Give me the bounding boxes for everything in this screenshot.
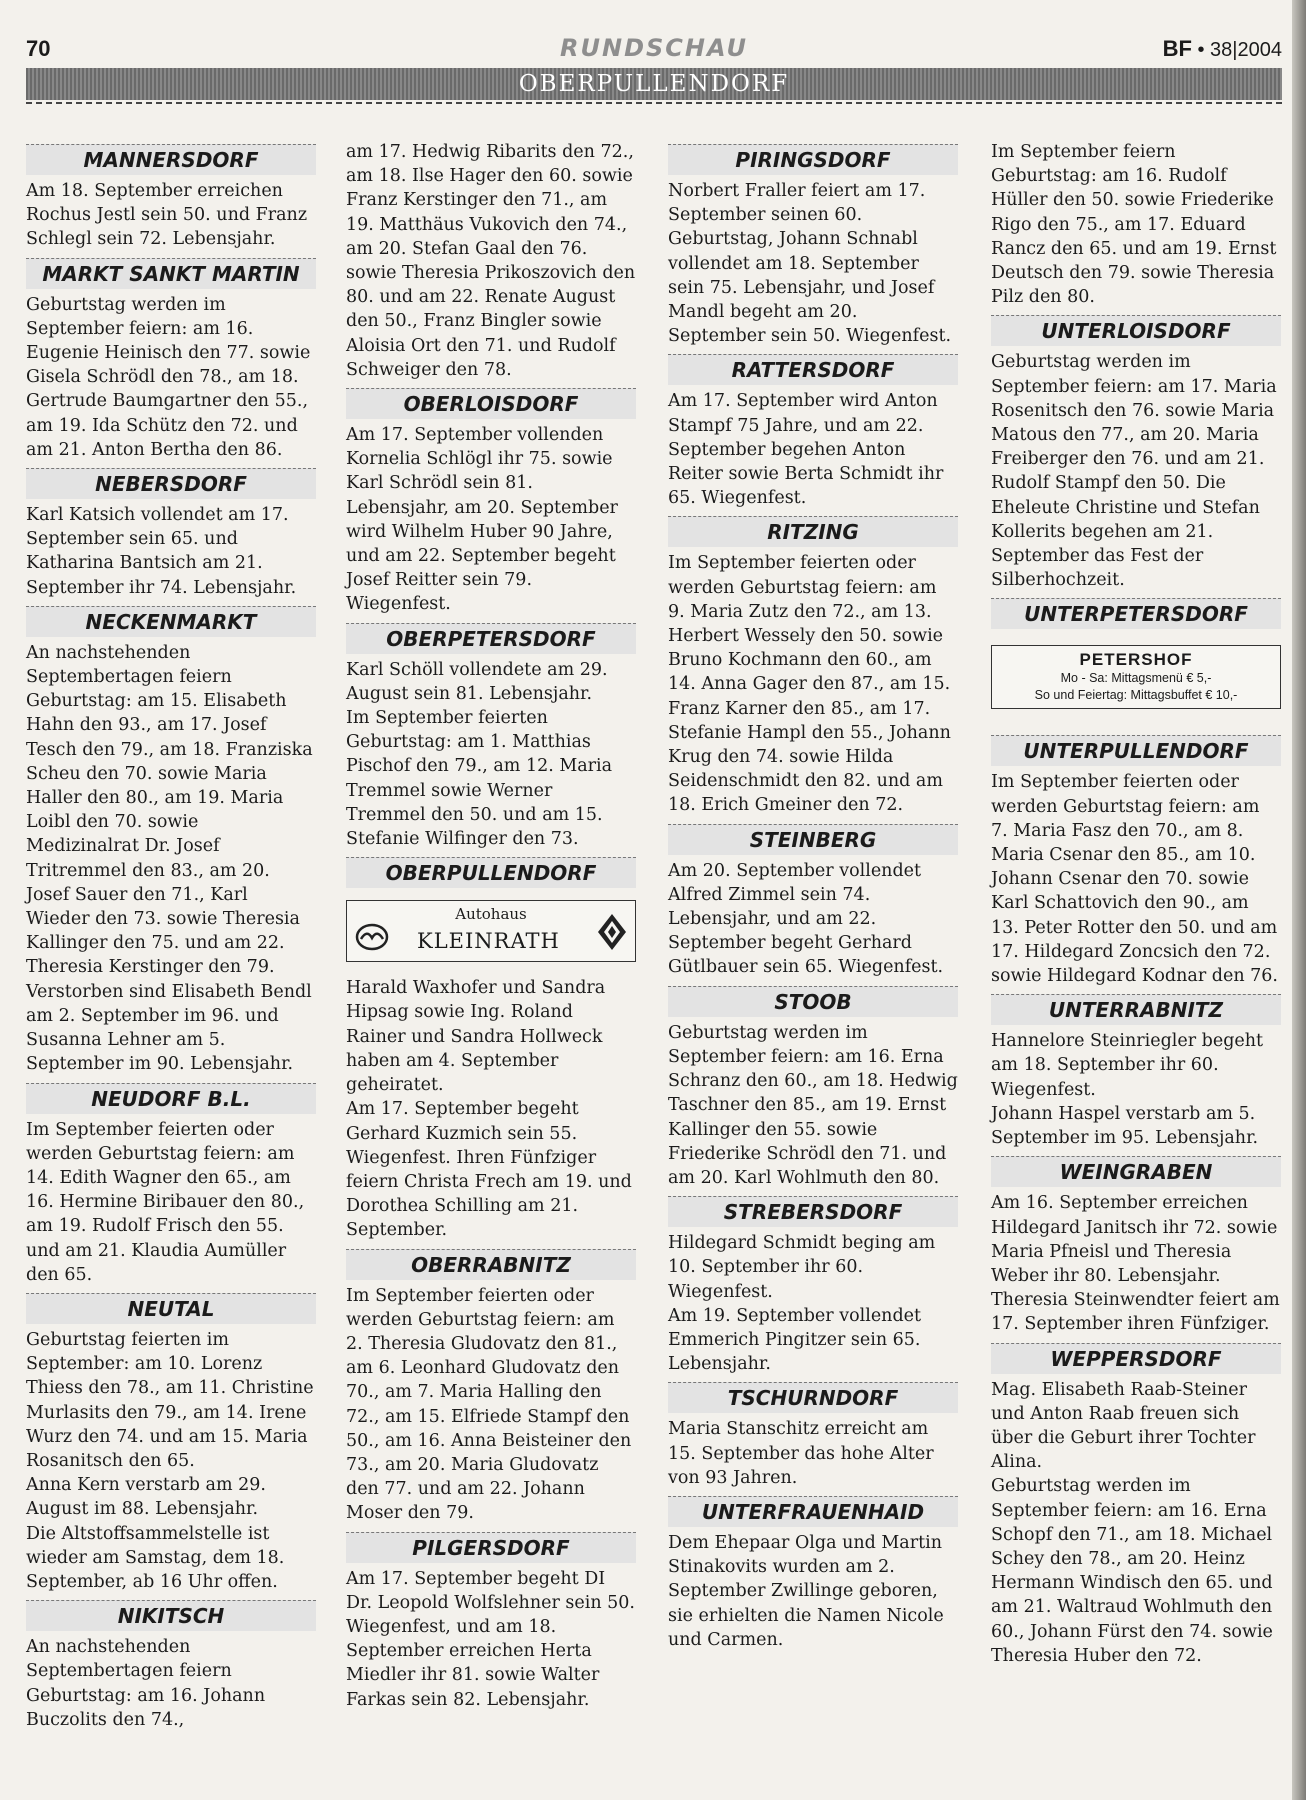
- petershof-ad: [991, 645, 1281, 709]
- article-paragraph: Norbert Fraller feiert am 17. September seinen 60. Geburtstag, Johann Schnabl vollendet am 18. September sein 75. Lebensjahr, und Josef Mandl begeht am 20. September sein 50. Wiegenfest.: [668, 181, 952, 347]
- petershof-line-1: Mo - Sa: Mittagsmenü € 5,-: [1060, 671, 1212, 686]
- heading-pilgersdorf: PILGERSDORF: [346, 1532, 636, 1563]
- article-paragraph: Karl Katsich vollendet am 17. September sein 65. und Katharina Bantsich am 21. September ihr 74. Lebensjahr.: [26, 505, 297, 598]
- heading-neutal: NEUTAL: [26, 1293, 316, 1324]
- heading-neckenmarkt: NECKENMARKT: [26, 606, 316, 637]
- column-4: [991, 140, 1281, 1668]
- autohaus-ad: [346, 900, 636, 962]
- autohaus-name: KLEINRATH: [417, 929, 560, 954]
- section-title: RUNDSCHAU: [560, 34, 748, 62]
- article-paragraph: Im September feierten oder werden Geburtstag feiern: am 2. Theresia Gludovatz den 81., am 6. Leonhard Gludovatz den 70., am 7. Maria Halling den 72., am 15. Elfriede Stampf den 50., am 16. Anna Beisteiner den 73., am 20. Maria Gludovatz den 77. und am 22. Johann Moser den 79.: [346, 1285, 632, 1524]
- article-paragraph: Maria Stanschitz erreicht am 15. September das hohe Alter von 93 Jahren.: [668, 1419, 934, 1488]
- article-paragraph: Geburtstag werden im September feiern: am 16. Erna Schopf den 71., am 18. Michael Schey den 78., am 20. Heinz Hermann Windisch den 65. und am 21. Waltraud Wohlmuth den 60., Johann Fürst den 74. sowie Theresia Huber den 72.: [991, 1476, 1273, 1666]
- heading-unterrabnitz: UNTERRABNITZ: [991, 994, 1281, 1025]
- article-paragraph: Im September feierten oder werden Geburtstag feiern: am 7. Maria Fasz den 70., am 8. Maria Csenar den 85., am 10. Johann Csenar den 70. sowie Karl Schattovich den 90., am 13. Peter Rotter den 50. und am 17. Hildegard Zoncsich den 72. sowie Hildegard Kodnar den 76.: [991, 772, 1278, 987]
- issue-number: • 38|2004: [1197, 39, 1282, 61]
- region-band: [26, 68, 1282, 100]
- page-spine: [1292, 0, 1306, 1800]
- article-paragraph: Im September feiern Geburtstag: am 16. Rudolf Hüller den 50. sowie Friederike Rigo den 75., am 17. Eduard Rancz den 65. und am 19. Ernst Deutsch den 79. sowie Theresia Pilz den 80.: [991, 142, 1277, 308]
- page-number: 70: [26, 36, 51, 61]
- heading-weppersdorf: WEPPERSDORF: [991, 1343, 1281, 1374]
- heading-nebersdorf: NEBERSDORF: [26, 468, 316, 499]
- heading-unterpullendorf: UNTERPULLENDORF: [991, 735, 1281, 766]
- article-paragraph: Am 17. September wird Anton Stampf 75 Jahre, und am 22. September begehen Anton Reiter sowie Berta Schmidt ihr 65. Wiegenfest.: [668, 391, 944, 509]
- article-paragraph: Am 18. September erreichen Rochus Jestl sein 50. und Franz Schlegl sein 72. Lebensjahr.: [26, 181, 308, 250]
- article-paragraph: Hildegard Schmidt beging am 10. September ihr 60. Wiegenfest.: [668, 1233, 936, 1302]
- article-paragraph: Dem Ehepaar Olga und Martin Stinakovits wurden am 2. September Zwillinge geboren, sie erhielten die Namen Nicole und Carmen.: [668, 1532, 944, 1650]
- heading-mannersdorf: MANNERSDORF: [26, 144, 316, 175]
- article-paragraph: Harald Waxhofer und Sandra Hipsag sowie Ing. Roland Rainer und Sandra Hollweck haben am 4. September geheiratet.: [346, 978, 606, 1096]
- article-paragraph: Geburtstag werden im September feiern: am 17. Maria Rosenitsch den 76. sowie Maria Matous den 77., am 20. Maria Freiberger den 76. und am 21. Rudolf Stampf den 50. Die Eheleute Christine und Stefan Kollerits begehen am 21. September das Fest der Silberhochzeit.: [991, 352, 1277, 591]
- article-paragraph: Im September feierten Geburtstag: am 1. Matthias Pischof den 79., am 12. Maria Tremmel sowie Werner Tremmel den 50. und am 15. Stefanie Wilfinger den 73.: [346, 708, 613, 850]
- article-paragraph: am 17. Hedwig Ribarits den 72., am 18. Ilse Hager den 60. sowie Franz Kerstinger den 71., am 19. Matthäus Vukovich den 74., am 20. Stefan Gaal den 76. sowie Theresia Prikoszovich den 80. und am 22. Renate August den 50., Franz Bingler sowie Aloisia Ort den 71. und Rudolf Schweiger den 78.: [346, 142, 636, 380]
- heading-oberrabnitz: OBERRABNITZ: [346, 1249, 636, 1280]
- article-paragraph: An nachstehenden Septembertagen feiern Geburtstag: am 15. Elisabeth Hahn den 93., am 17. Josef Tesch den 79., am 18. Franziska Scheu den 70. sowie Maria Haller den 80., am 19. Maria Loibl den 70. sowie Medizinalrat Dr. Josef Tritremmel den 83., am 20. Josef Sauer den 71., Karl Wieder den 73. sowie Theresia Kallinger den 75. und am 22. Theresia Kerstinger den 79. Verstorben sind Elisabeth Bendl am 2. September im 96. und Susanna Lehner am 5. September im 90. Lebensjahr.: [26, 642, 313, 1075]
- heading-oberpullendorf: OBERPULLENDORF: [346, 857, 636, 888]
- article-paragraph: Mag. Elisabeth Raab-Steiner und Anton Raab freuen sich über die Geburt ihrer Tochter Alina.: [991, 1379, 1256, 1473]
- heading-tschurndorf: TSCHURNDORF: [668, 1382, 958, 1413]
- region-title: OBERPULLENDORF: [518, 71, 790, 97]
- article-paragraph: Anna Kern verstarb am 29. August im 88. Lebensjahr.: [26, 1475, 266, 1520]
- article-paragraph: Karl Schöll vollendete am 29. August sein 81. Lebensjahr.: [346, 659, 608, 704]
- publication-name: BF: [1162, 36, 1192, 61]
- heading-oberloisdorf: OBERLOISDORF: [346, 388, 636, 419]
- article-paragraph: Am 17. September begeht DI Dr. Leopold Wolfslehner sein 50. Wiegenfest, und am 18. September erreichen Herta Miedler ihr 81. sowie Walter Farkas sein 82. Lebensjahr.: [346, 1568, 635, 1710]
- column-3: [668, 140, 958, 1652]
- mazda-logo-icon: [355, 923, 389, 955]
- heading-oberpetersdorf: OBERPETERSDORF: [346, 623, 636, 654]
- heading-unterfrauenhaid: UNTERFRAUENHAID: [668, 1496, 958, 1527]
- masthead: [26, 36, 1282, 64]
- petershof-title: PETERSHOF: [1079, 650, 1193, 670]
- heading-unterloisdorf: UNTERLOISDORF: [991, 315, 1281, 346]
- article-paragraph: Die Altstoffsammelstelle ist wieder am Samstag, dem 18. September, ab 16 Uhr offen.: [26, 1523, 285, 1592]
- article-paragraph: Hannelore Steinriegler begeht am 18. September ihr 60. Wiegenfest.: [991, 1031, 1264, 1100]
- article-paragraph: Am 17. September begeht Gerhard Kuzmich sein 55. Wiegenfest. Ihren Fünfziger feiern Christa Frech am 19. und Dorothea Schilling am 21. September.: [346, 1099, 632, 1241]
- heading-strebersdorf: STREBERSDORF: [668, 1196, 958, 1227]
- heading-markt-sankt-martin: MARKT SANKT MARTIN: [26, 258, 316, 289]
- heading-stoob: STOOB: [668, 986, 958, 1017]
- heading-unterpetersdorf: UNTERPETERSDORF: [991, 598, 1281, 629]
- heading-piringsdorf: PIRINGSDORF: [668, 144, 958, 175]
- article-paragraph: Im September feierten oder werden Geburtstag feiern: am 14. Edith Wagner den 65., am 16. Hermine Biribauer den 80., am 19. Rudolf Frisch den 55. und am 21. Klaudia Aumüller den 65.: [26, 1119, 305, 1285]
- article-paragraph: Am 20. September vollendet Alfred Zimmel sein 74. Lebensjahr, und am 22. September begeht Gerhard Gütlbauer sein 65. Wiegenfest.: [668, 860, 944, 978]
- heading-weingraben: WEINGRABEN: [991, 1156, 1281, 1187]
- heading-nikitsch: NIKITSCH: [26, 1600, 316, 1631]
- article-paragraph: Im September feierten oder werden Geburtstag feiern: am 9. Maria Zutz den 72., am 13. Herbert Wessely den 50. sowie Bruno Kochmann den 60., am 14. Anna Gager den 87., am 15. Franz Karner den 85., am 17. Stefanie Hampl den 55., Johann Krug den 74. sowie Hilda Seidenschmidt den 82. und am 18. Erich Gmeiner den 72.: [668, 553, 951, 816]
- article-paragraph: Johann Haspel verstarb am 5. September im 95. Lebensjahr.: [991, 1103, 1259, 1149]
- renault-logo-icon: [597, 913, 627, 955]
- issue-info: [1163, 36, 1282, 62]
- petershof-line-2: So und Feiertag: Mittagsbuffet € 10,-: [1034, 688, 1238, 703]
- heading-steinberg: STEINBERG: [668, 824, 958, 855]
- heading-rattersdorf: RATTERSDORF: [668, 354, 958, 385]
- heading-ritzing: RITZING: [668, 516, 958, 547]
- column-1: [26, 140, 316, 1732]
- article-paragraph: Geburtstag feierten im September: am 10. Lorenz Thiess den 78., am 11. Christine Murlasits den 79., am 14. Irene Wurz den 74. und am 15. Maria Rosanitsch den 65.: [26, 1329, 314, 1471]
- article-paragraph: Am 16. September erreichen Hildegard Janitsch ihr 72. sowie Maria Pfneisl und Theresia Weber ihr 80. Lebensjahr. Theresia Steinwendter feiert am 17. September ihren Fünfziger.: [991, 1193, 1280, 1335]
- column-2: [346, 140, 636, 1712]
- article-paragraph: Am 19. September vollendet Emmerich Pingitzer sein 65. Lebensjahr.: [668, 1305, 922, 1375]
- article-paragraph: Am 17. September vollenden Kornelia Schlögl ihr 75. sowie Karl Schrödl sein 81. Lebensjahr, am 20. September wird Wilhelm Huber 90 Jahre, und am 22. September begeht Josef Reitter sein 79. Wiegenfest.: [346, 425, 618, 615]
- heading-neudorf-b-l: NEUDORF B.L.: [26, 1083, 316, 1114]
- article-paragraph: Geburtstag werden im September feiern: am 16. Eugenie Heinisch den 77. sowie Gisela Schrödl den 78., am 18. Gertrude Baumgartner den 55., am 19. Ida Schütz den 72. und am 21. Anton Bertha den 86.: [26, 294, 311, 460]
- article-paragraph: Geburtstag werden im September feiern: am 16. Erna Schranz den 60., am 18. Hedwig Taschner den 85., am 19. Ernst Kallinger den 55. sowie Friederike Schrödl den 71. und am 20. Karl Wohlmuth den 80.: [668, 1022, 958, 1188]
- article-paragraph: An nachstehenden Septembertagen feiern Geburtstag: am 16. Johann Buczolits den 74.,: [26, 1637, 266, 1730]
- band-divider: [26, 102, 1282, 104]
- autohaus-label: Autohaus: [455, 905, 527, 924]
